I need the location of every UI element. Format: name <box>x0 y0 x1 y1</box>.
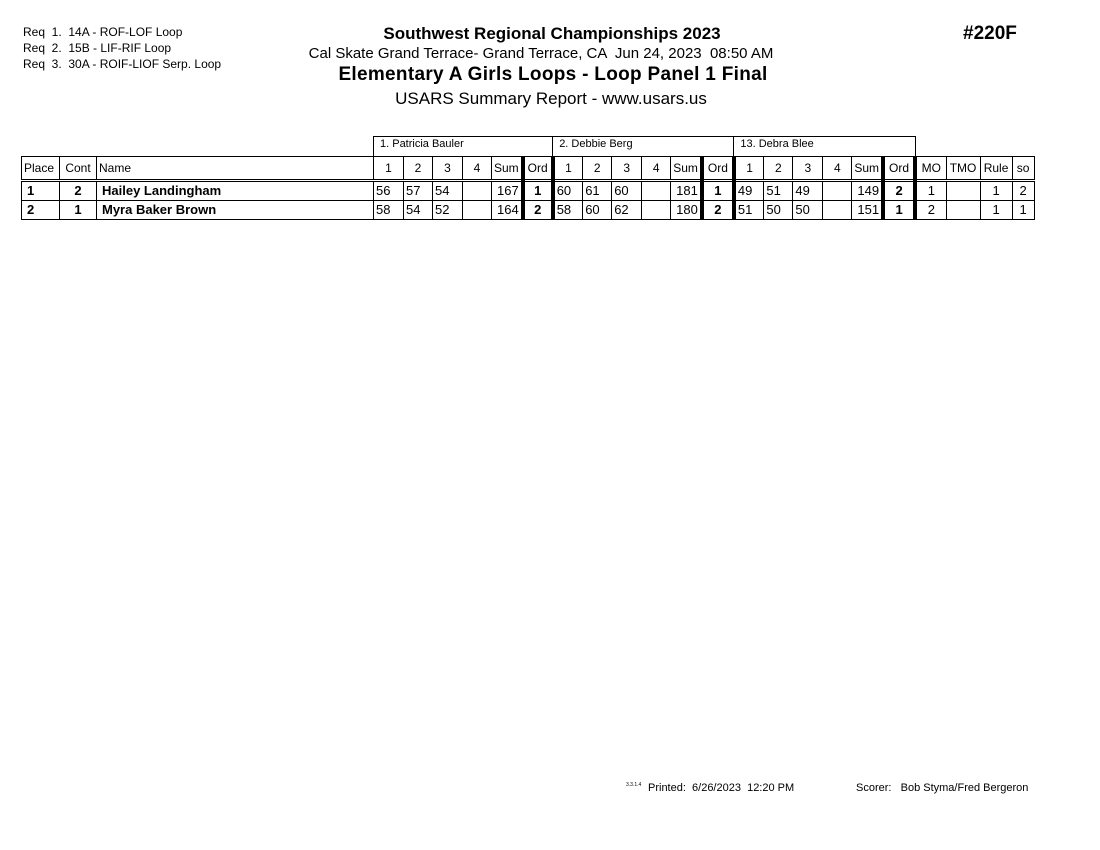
software-version: 3.3.1.4 <box>626 782 642 788</box>
col-j1-2: 2 <box>404 157 433 181</box>
j3-score-4 <box>823 181 852 201</box>
j3-score-2: 50 <box>764 201 793 220</box>
col-place: Place <box>22 157 60 181</box>
j1-score-4 <box>463 181 492 201</box>
j3-ord: 2 <box>883 181 915 201</box>
col-mo: MO <box>915 157 946 181</box>
j3-score-1: 51 <box>734 201 764 220</box>
col-j3-ord: Ord <box>883 157 915 181</box>
j1-score-1: 56 <box>374 181 404 201</box>
mo: 2 <box>915 201 946 220</box>
table-row <box>22 181 1035 201</box>
j1-score-2: 57 <box>404 181 433 201</box>
cont: 1 <box>60 201 97 220</box>
so: 1 <box>1012 201 1034 220</box>
j2-sum: 181 <box>671 181 702 201</box>
competition-title: Southwest Regional Championships 2023 <box>383 24 721 43</box>
j1-score-3: 54 <box>433 181 463 201</box>
col-so: so <box>1012 157 1034 181</box>
j1-score-2: 54 <box>404 201 433 220</box>
col-j3-sum: Sum <box>852 157 883 181</box>
skater-name: Myra Baker Brown <box>97 201 374 220</box>
rule: 1 <box>980 181 1012 201</box>
col-j2-ord: Ord <box>702 157 734 181</box>
j2-sum: 180 <box>671 201 702 220</box>
col-rule: Rule <box>980 157 1012 181</box>
col-j2-3: 3 <box>612 157 642 181</box>
requirement-2: Req 2. 15B - LIF-RIF Loop <box>23 41 172 55</box>
col-j3-3: 3 <box>793 157 823 181</box>
mo: 1 <box>915 181 946 201</box>
judge-2-name: 2. Debbie Berg <box>553 137 734 157</box>
judge-1-name: 1. Patricia Bauler <box>374 137 553 157</box>
scorer-names: Scorer: Bob Styma/Fred Bergeron <box>856 782 1029 794</box>
j2-score-4 <box>642 181 671 201</box>
table-row <box>22 201 1035 220</box>
column-header-row <box>22 157 1035 181</box>
j1-ord: 1 <box>523 181 553 201</box>
tmo <box>946 201 980 220</box>
j2-score-4 <box>642 201 671 220</box>
j2-ord: 2 <box>702 201 734 220</box>
col-j1-3: 3 <box>433 157 463 181</box>
event-number: #220F <box>963 23 1017 44</box>
col-j2-2: 2 <box>583 157 612 181</box>
col-tmo: TMO <box>946 157 980 181</box>
judges-header-row <box>22 137 1035 157</box>
printed-timestamp: Printed: 6/26/2023 12:20 PM <box>648 782 795 794</box>
j1-score-3: 52 <box>433 201 463 220</box>
col-j3-1: 1 <box>734 157 764 181</box>
j3-ord: 1 <box>883 201 915 220</box>
j2-score-3: 62 <box>612 201 642 220</box>
col-j3-2: 2 <box>764 157 793 181</box>
j3-score-3: 50 <box>793 201 823 220</box>
j2-score-3: 60 <box>612 181 642 201</box>
col-j1-1: 1 <box>374 157 404 181</box>
cont: 2 <box>60 181 97 201</box>
j3-score-3: 49 <box>793 181 823 201</box>
j2-score-1: 58 <box>553 201 583 220</box>
j2-score-1: 60 <box>553 181 583 201</box>
j3-score-1: 49 <box>734 181 764 201</box>
col-j3-4: 4 <box>823 157 852 181</box>
requirement-3: Req 3. 30A - ROIF-LIOF Serp. Loop <box>23 57 222 71</box>
venue-date: Cal Skate Grand Terrace- Grand Terrace, CA Jun 24, 2023 08:50 AM <box>308 45 774 62</box>
j1-score-4 <box>463 201 492 220</box>
j3-sum: 149 <box>852 181 883 201</box>
j2-ord: 1 <box>702 181 734 201</box>
col-j2-1: 1 <box>553 157 583 181</box>
event-title: Elementary A Girls Loops - Loop Panel 1 Final <box>338 64 768 85</box>
j3-score-2: 51 <box>764 181 793 201</box>
place: 2 <box>22 201 60 220</box>
j1-sum: 167 <box>492 181 523 201</box>
report-subtitle: USARS Summary Report - www.usars.us <box>395 89 707 108</box>
j2-score-2: 60 <box>583 201 612 220</box>
j3-score-4 <box>823 201 852 220</box>
tmo <box>946 181 980 201</box>
place: 1 <box>22 181 60 201</box>
j1-ord: 2 <box>523 201 553 220</box>
rule: 1 <box>980 201 1012 220</box>
col-j1-ord: Ord <box>523 157 553 181</box>
j1-sum: 164 <box>492 201 523 220</box>
col-j2-4: 4 <box>642 157 671 181</box>
col-name: Name <box>97 157 374 181</box>
requirement-1: Req 1. 14A - ROF-LOF Loop <box>23 25 183 39</box>
col-j2-sum: Sum <box>671 157 702 181</box>
j1-score-1: 58 <box>374 201 404 220</box>
j3-sum: 151 <box>852 201 883 220</box>
j2-score-2: 61 <box>583 181 612 201</box>
col-cont: Cont <box>60 157 97 181</box>
judge-3-name: 13. Debra Blee <box>734 137 915 157</box>
skater-name: Hailey Landingham <box>97 181 374 201</box>
col-j1-sum: Sum <box>492 157 523 181</box>
col-j1-4: 4 <box>463 157 492 181</box>
score-table <box>21 136 1035 220</box>
so: 2 <box>1012 181 1034 201</box>
